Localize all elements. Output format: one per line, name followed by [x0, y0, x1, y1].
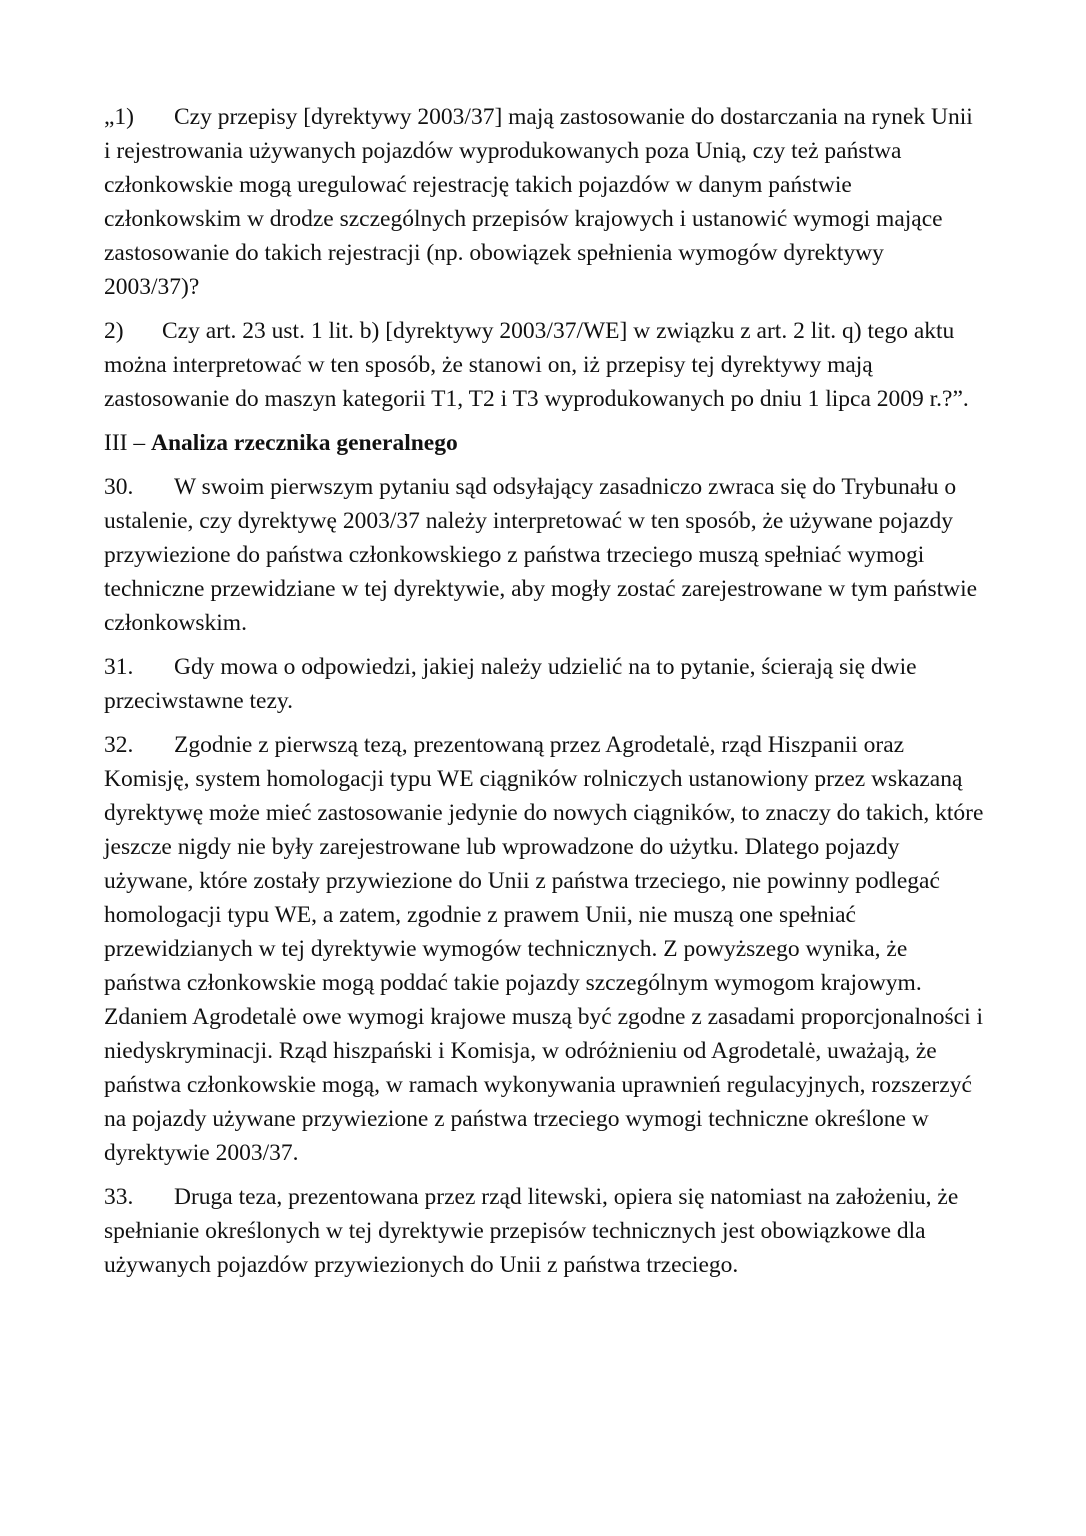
paragraph-text: Gdy mowa o odpowiedzi, jakiej należy udzielić na to pytanie, ścierają się dwie przeciwstawne tezy.: [104, 654, 917, 714]
paragraph-text: Druga teza, prezentowana przez rząd litewski, opiera się natomiast na założeniu, że spełnianie określonych w tej dyrektywie przepisów technicznych jest obowiązkowe dla używanych pojazdów przywiezionych do Unii z państwa trzeciego.: [104, 1184, 959, 1278]
paragraph-text: Zgodnie z pierwszą tezą, prezentowaną przez Agrodetalė, rząd Hiszpanii oraz Komisję, system homologacji typu WE ciągników rolniczych ustanowiony przez wskazaną dyrektywę może mieć zastosowanie jedynie do nowych ciągników, to znaczy do takich, które jeszcze nigdy nie były zarejestrowane lub wprowadzone do użytku. Dlatego pojazdy używane, które zostały przywiezione do Unii z państwa trzeciego, nie powinny podlegać homologacji typu WE, a zatem, zgodnie z prawem Unii, nie muszą one spełniać przewidzianych w tej dyrektywie wymogów technicznych. Z powyższego wynika, że państwa członkowskie mogą poddać takie pojazdy szczególnym wymogom krajowym. Zdaniem Agrodetalė owe wymogi krajowe muszą być zgodne z zasadami proporcjonalności i niedyskryminacji. Rząd hiszpański i Komisja, w odróżnieniu od Agrodetalė, uważają, że państwa członkowskie mogą, w ramach wykonywania uprawnień regulacyjnych, rozszerzyć na pojazdy używane przywiezione z państwa trzeciego wymogi techniczne określone w dyrektywie 2003/37.: [104, 732, 984, 1166]
question-1: [104, 100, 984, 304]
paragraph-31: [104, 650, 984, 718]
paragraph-33: [104, 1180, 984, 1282]
document-page: [104, 100, 984, 1292]
question-text: Czy art. 23 ust. 1 lit. b) [dyrektywy 2003/37/WE] w związku z art. 2 lit. q) tego aktu można interpretować w ten sposób, że stanowi on, iż przepisy tej dyrektywy mają zastosowanie do maszyn kategorii T1, T2 i T3 wyprodukowanych po dniu 1 lipca 2009 r.?”.: [104, 318, 969, 412]
paragraph-32: [104, 728, 984, 1170]
section-prefix: III –: [104, 430, 146, 456]
paragraph-text: W swoim pierwszym pytaniu sąd odsyłający zasadniczo zwraca się do Trybunału o ustalenie, czy dyrektywę 2003/37 należy interpretować w ten sposób, że używane pojazdy przywiezione do państwa członkowskiego z państwa trzeciego muszą spełniać wymogi techniczne przewidziane w tej dyrektywie, aby mogły zostać zarejestrowane w tym państwie członkowskim.: [104, 474, 978, 636]
question-number: 2): [104, 318, 124, 344]
section-title: Analiza rzecznika generalnego: [150, 430, 458, 456]
paragraph-number: 30.: [104, 474, 134, 500]
question-text: Czy przepisy [dyrektywy 2003/37] mają zastosowanie do dostarczania na rynek Unii i rejestrowania używanych pojazdów wyprodukowanych poza Unią, czy też państwa członkowskie mogą uregulować rejestrację takich pojazdów w danym państwie członkowskim w drodze szczególnych przepisów krajowych i ustanowić wymogi mające zastosowanie do takich rejestracji (np. obowiązek spełnienia wymogów dyrektywy 2003/37)?: [104, 104, 973, 300]
question-2: [104, 314, 984, 416]
paragraph-number: 32.: [104, 732, 134, 758]
question-number: „1): [104, 104, 135, 130]
paragraph-30: [104, 470, 984, 640]
section-heading: [104, 426, 984, 460]
paragraph-number: 31.: [104, 654, 134, 680]
paragraph-number: 33.: [104, 1184, 134, 1210]
